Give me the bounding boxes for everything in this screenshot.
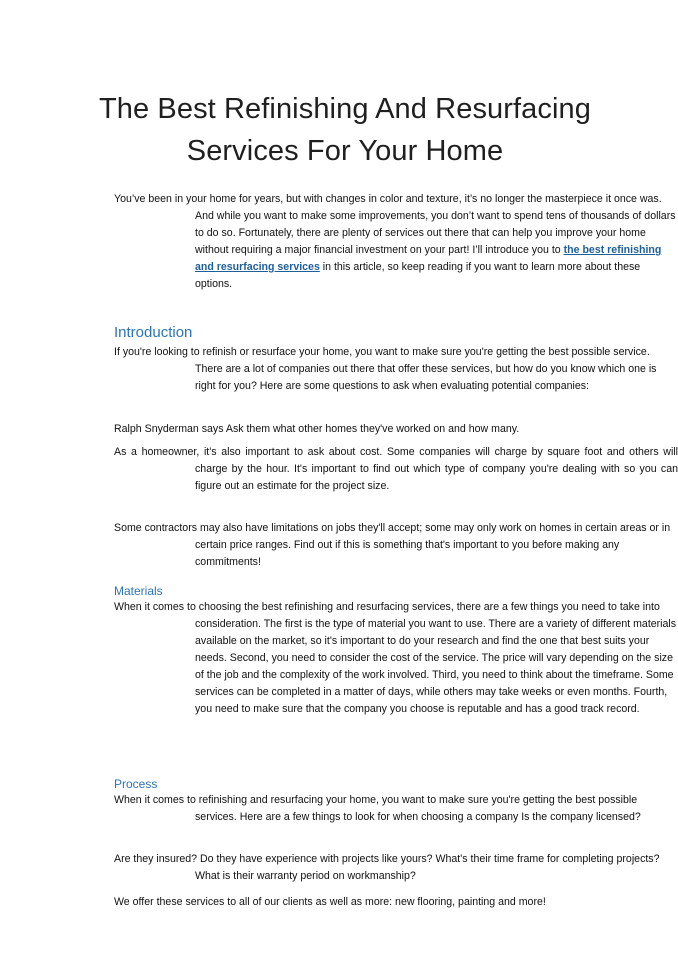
process-paragraph-2: Are they insured? Do they have experience with projects like yours? What's their time frame for completing projects? What is their warranty period on workmanship? xyxy=(114,853,660,882)
introduction-heading: Introduction xyxy=(114,324,193,341)
process-paragraph-1: When it comes to refinishing and resurfacing your home, you want to make sure you're getting the best possible services. Here are a few things to look for when choosing a company Is the company licensed? xyxy=(114,794,641,823)
article-link[interactable]: the best refinishing and resurfacing services xyxy=(195,244,662,273)
intro-text-after-link: in this article, so keep reading if you want to learn more about these options. xyxy=(195,261,641,290)
introduction-paragraph-4: Some contractors may also have limitations on jobs they'll accept; some may only work on homes in certain areas or in certain price ranges. Find out if this is something that's important to you before making any commitments! xyxy=(114,522,671,568)
intro-paragraph xyxy=(114,191,678,293)
materials-heading: Materials xyxy=(114,584,163,598)
introduction-paragraph-1: If you're looking to refinish or resurface your home, you want to make sure you're getting the best possible service. There are a lot of companies out there that offer these services, but how do you know which one is right for you? Here are some questions to ask when evaluating potential companies: xyxy=(114,346,657,392)
process-paragraph-3: We offer these services to all of our clients as well as more: new flooring, painting and more! xyxy=(114,896,546,908)
materials-paragraph: When it comes to choosing the best refinishing and resurfacing services, there are a few things you need to take into consideration. The first is the type of material you want to use. There are a variety of different materials available on the market, so it's important to do your research and find the one that best suits your needs. Second, you need to consider the cost of the service. The price will vary depending on the size of the job and the complexity of the work involved. Third, you need to think about the timeframe. Some services can be completed in a matter of days, while others may take weeks or even months. Fourth, you need to make sure that the company you choose is reputable and has a good track record. xyxy=(114,601,677,715)
intro-text-before-link: You’ve been in your home for years, but with changes in color and texture, it’s no longer the masterpiece it once was. And while you want to make some improvements, you don’t want to spend tens of thousands of dollars to do so. Fortunately, there are plenty of services out there that can help you improve your home without requiring a major financial investment on your part! I’ll introduce you to xyxy=(114,193,676,256)
page-title: The Best Refinishing And Resurfacing Services For Your Home xyxy=(98,93,592,167)
process-heading: Process xyxy=(114,777,158,791)
introduction-paragraph-3: As a homeowner, it's also important to ask about cost. Some companies will charge by square foot and others will charge by the hour. It's important to find out which type of company you're dealing with so you can figure out an estimate for the project size. xyxy=(114,446,678,492)
introduction-paragraph-2: Ralph Snyderman says Ask them what other homes they've worked on and how many. xyxy=(114,423,520,435)
